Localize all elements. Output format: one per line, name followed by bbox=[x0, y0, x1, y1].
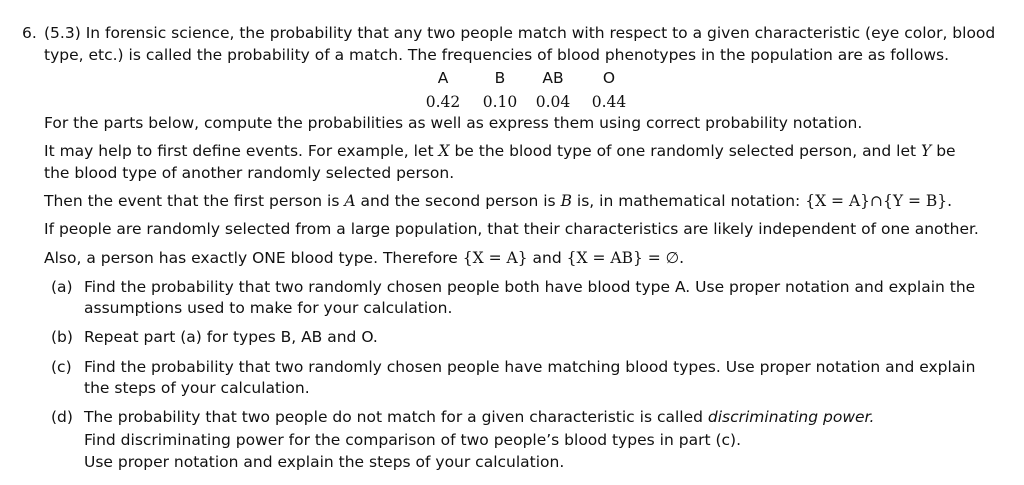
paragraph-independence: If people are randomly selected from a large population, that their characteristics are likely independent of one another. bbox=[44, 220, 979, 238]
part-d-label: (d) bbox=[51, 408, 73, 426]
table-header-o: O bbox=[602, 69, 616, 87]
table-header-b: B bbox=[494, 69, 506, 87]
problem-points: (5.3) bbox=[44, 24, 81, 42]
table-header-row bbox=[0, 68, 1024, 88]
problem-intro-line-2: type, etc.) is called the probability of a match. The frequencies of blood phenotypes in the population are as follows. bbox=[44, 46, 950, 64]
paragraph-define-events-line-2: the blood type of another randomly selected person. bbox=[44, 164, 455, 182]
event-intersection-formula: {X = A}∩{Y = B}. bbox=[805, 192, 953, 210]
table-value-b: 0.10 bbox=[482, 93, 518, 111]
table-value-o: 0.44 bbox=[591, 93, 627, 111]
event-a-symbol: A bbox=[344, 192, 356, 210]
part-d-line-3: Use proper notation and explain the steps of your calculation. bbox=[84, 453, 565, 471]
event-x-eq-ab-empty: {X = AB} = ∅. bbox=[566, 249, 685, 267]
table-header-a: A bbox=[437, 69, 449, 87]
event-b-symbol: B bbox=[560, 192, 572, 210]
paragraph-define-events-line-1 bbox=[44, 141, 956, 161]
event-x-eq-a: {X = A} bbox=[462, 249, 528, 267]
problem-number: 6. bbox=[22, 24, 37, 42]
part-a-line-1: Find the probability that two randomly chosen people both have blood type A. Use proper notation and explain the bbox=[84, 278, 976, 296]
table-header-ab: AB bbox=[542, 69, 564, 87]
part-d-text-a: The probability that two people do not match for a given characteristic is called bbox=[84, 408, 703, 426]
event-notation-text-a: Then the event that the first person is bbox=[44, 192, 340, 210]
paragraph-instructions: For the parts below, compute the probabilities as well as express them using correct probability notation. bbox=[44, 114, 863, 132]
variable-y: Y bbox=[921, 142, 932, 160]
one-type-text-a: Also, a person has exactly ONE blood type. Therefore bbox=[44, 249, 458, 267]
part-d-term-discriminating-power: discriminating power. bbox=[707, 408, 875, 426]
part-d-line-2: Find discriminating power for the comparison of two people’s blood types in part (c). bbox=[84, 431, 741, 449]
table-value-ab: 0.04 bbox=[535, 93, 571, 111]
define-events-text-a: It may help to first define events. For example, let bbox=[44, 142, 434, 160]
table-value-row bbox=[0, 92, 1024, 112]
one-type-and: and bbox=[532, 249, 562, 267]
paragraph-event-notation bbox=[44, 191, 952, 211]
part-a-line-2: assumptions used to make for your calculation. bbox=[84, 299, 453, 317]
problem-intro-line-1 bbox=[44, 23, 995, 43]
part-b-line-1: Repeat part (a) for types B, AB and O. bbox=[84, 328, 378, 346]
variable-x: X bbox=[438, 142, 450, 160]
part-c-label: (c) bbox=[51, 358, 72, 376]
part-d-line-1 bbox=[84, 407, 874, 427]
part-c-line-2: the steps of your calculation. bbox=[84, 379, 310, 397]
table-value-a: 0.42 bbox=[425, 93, 461, 111]
part-a-label: (a) bbox=[51, 278, 73, 296]
problem-intro-text-1: In forensic science, the probability that any two people match with respect to a given characteristic (eye color, blood bbox=[85, 24, 996, 42]
paragraph-one-blood-type bbox=[44, 248, 684, 268]
event-notation-text-c: is, in mathematical notation: bbox=[576, 192, 801, 210]
define-events-text-c: be bbox=[936, 142, 956, 160]
define-events-text-b: be the blood type of one randomly selected person, and let bbox=[454, 142, 917, 160]
part-b-label: (b) bbox=[51, 328, 73, 346]
part-c-line-1: Find the probability that two randomly chosen people have matching blood types. Use proper notation and explain bbox=[84, 358, 976, 376]
event-notation-text-b: and the second person is bbox=[360, 192, 556, 210]
